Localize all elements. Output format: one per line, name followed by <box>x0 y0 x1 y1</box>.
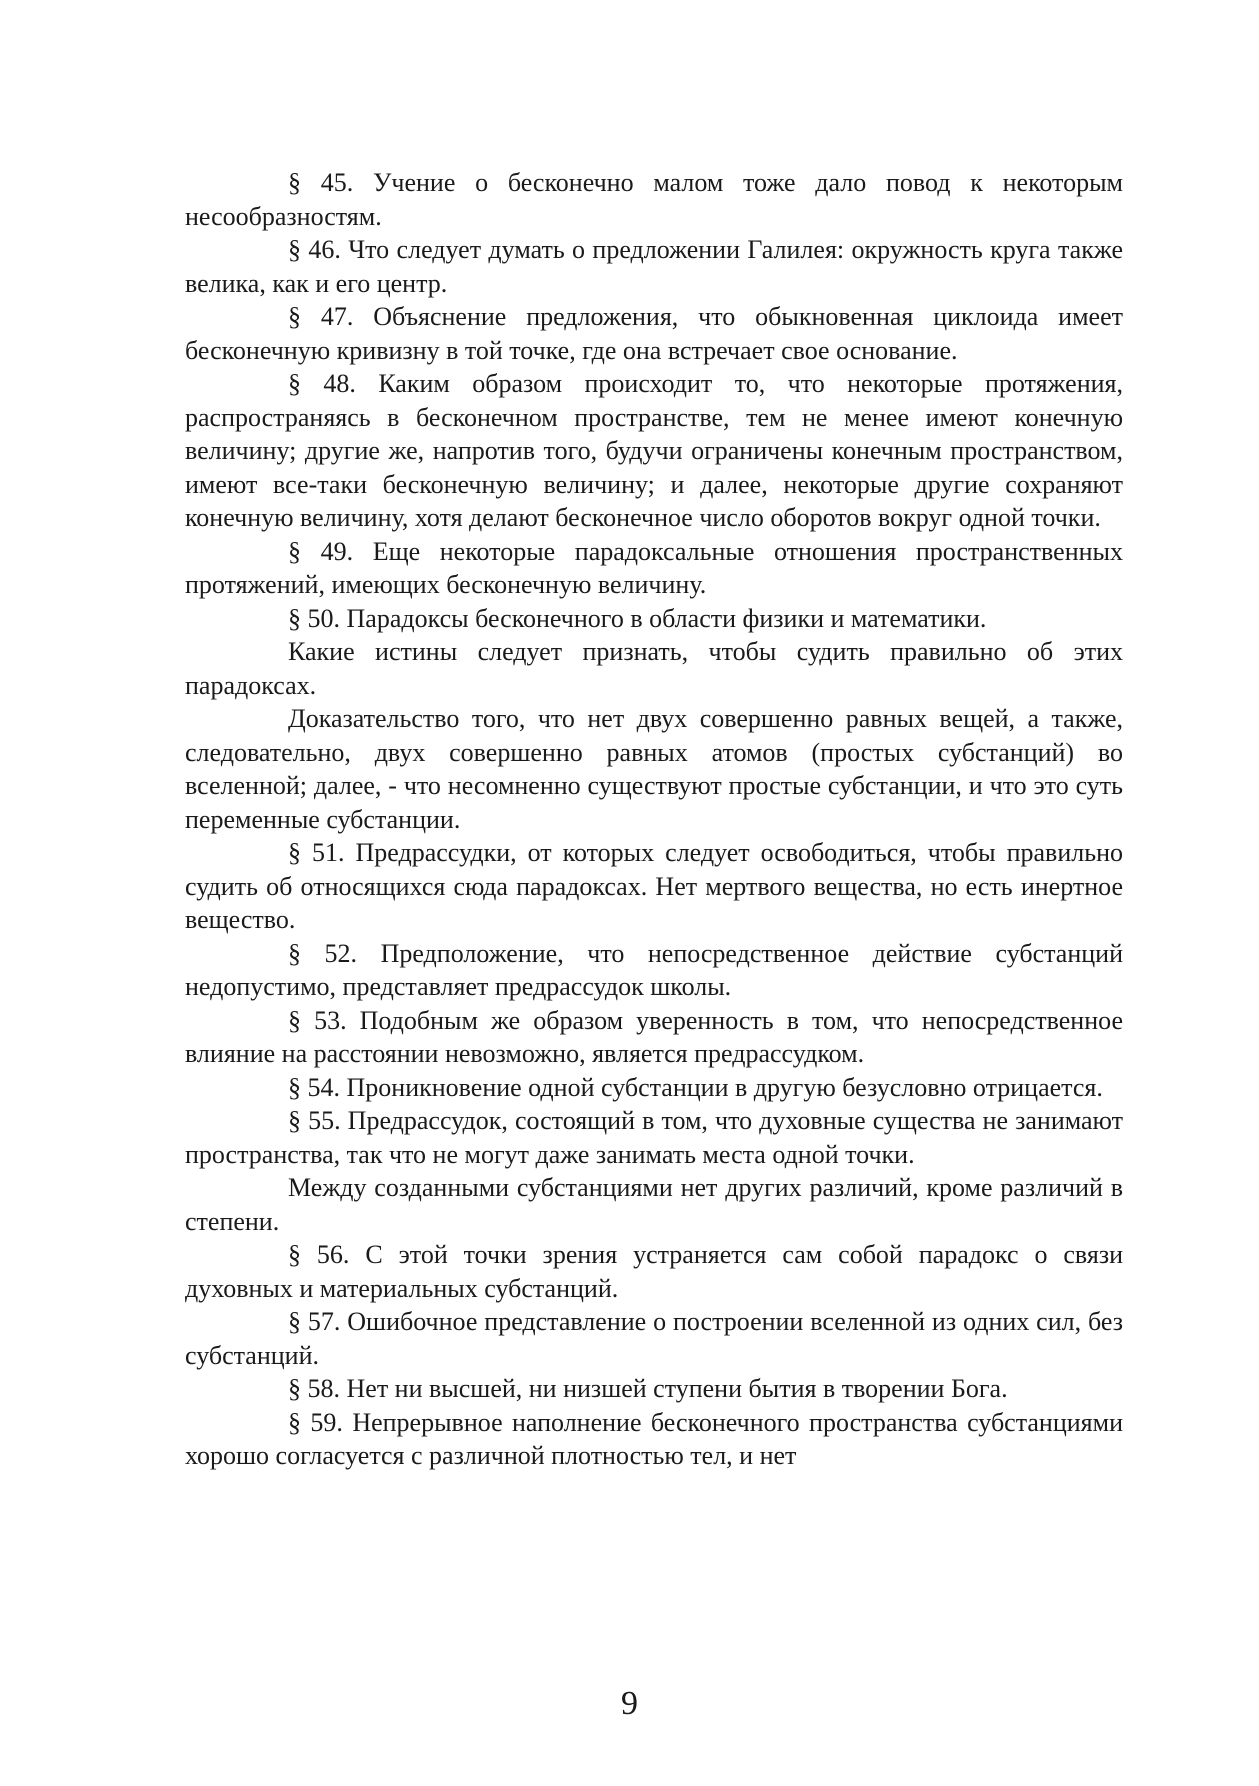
paragraph-49: § 49. Еще некоторые парадоксальные отношения пространственных протяжений, имеющих бесконечную величину. <box>185 536 1123 599</box>
paragraph-56: § 56. С этой точки зрения устраняется сам собой парадокс о связи духовных и материальных субстанций. <box>185 1240 1123 1303</box>
paragraph-59: § 59. Непрерывное наполнение бесконечного пространства субстанциями хорошо согласуется с различной плотностью тел, и нет <box>185 1407 1123 1470</box>
paragraph-48: § 48. Каким образом происходит то, что некоторые протяжения, распространяясь в бесконечном пространстве, тем не менее имеют конечную величину; другие же, напротив того, будучи ограничены конечным пространством, имеют все-таки бесконечную величину; и далее, некоторые другие сохраняют конечную величину, хотя делают бесконечное число оборотов вокруг одной точки. <box>185 369 1123 532</box>
paragraph-55-degrees: Между созданными субстанциями нет других различий, кроме различий в степени. <box>185 1173 1123 1236</box>
page-number: 9 <box>621 1685 638 1722</box>
paragraph-47: § 47. Объяснение предложения, что обыкновенная циклоида имеет бесконечную кривизну в той точке, где она встречает свое основание. <box>185 302 1123 365</box>
paragraph-50: § 50. Парадоксы бесконечного в области физики и математики. <box>288 603 987 633</box>
paragraph-57: § 57. Ошибочное представление о построении вселенной из одних сил, без субстанций. <box>185 1307 1123 1370</box>
paragraph-50-proof: Доказательство того, что нет двух совершенно равных вещей, а также, следовательно, двух совершенно равных атомов (простых субстанций) во вселенной; далее, - что несомненно существуют простые субстанции, и что это суть переменные субстанции. <box>185 704 1123 834</box>
paragraph-58: § 58. Нет ни высшей, ни низшей ступени бытия в творении Бога. <box>288 1374 1008 1403</box>
paragraph-55: § 55. Предрассудок, состоящий в том, что духовные существа не занимают пространства, так что не могут даже занимать места одной точки. <box>185 1106 1123 1169</box>
paragraph-52: § 52. Предположение, что непосредственное действие субстанций недопустимо, представляет предрассудок школы. <box>185 938 1123 1001</box>
paragraph-45: § 45. Учение о бесконечно малом тоже дало повод к некоторым несообразностям. <box>185 168 1123 231</box>
paragraph-50-truths: Какие истины следует признать, чтобы судить правильно об этих парадоксах. <box>185 637 1123 700</box>
paragraph-51: § 51. Предрассудки, от которых следует освободиться, чтобы правильно судить об относящихся сюда парадоксах. Нет мертвого вещества, но есть инертное вещество. <box>185 838 1123 934</box>
paragraph-46: § 46. Что следует думать о предложении Галилея: окружность круга также велика, как и его центр. <box>185 235 1123 298</box>
paragraph-53: § 53. Подобным же образом уверенность в том, что непосредственное влияние на расстоянии невозможно, является предрассудком. <box>185 1005 1123 1068</box>
paragraph-54: § 54. Проникновение одной субстанции в другую безусловно отрицается. <box>288 1072 1103 1102</box>
text-body <box>185 166 1123 1473</box>
